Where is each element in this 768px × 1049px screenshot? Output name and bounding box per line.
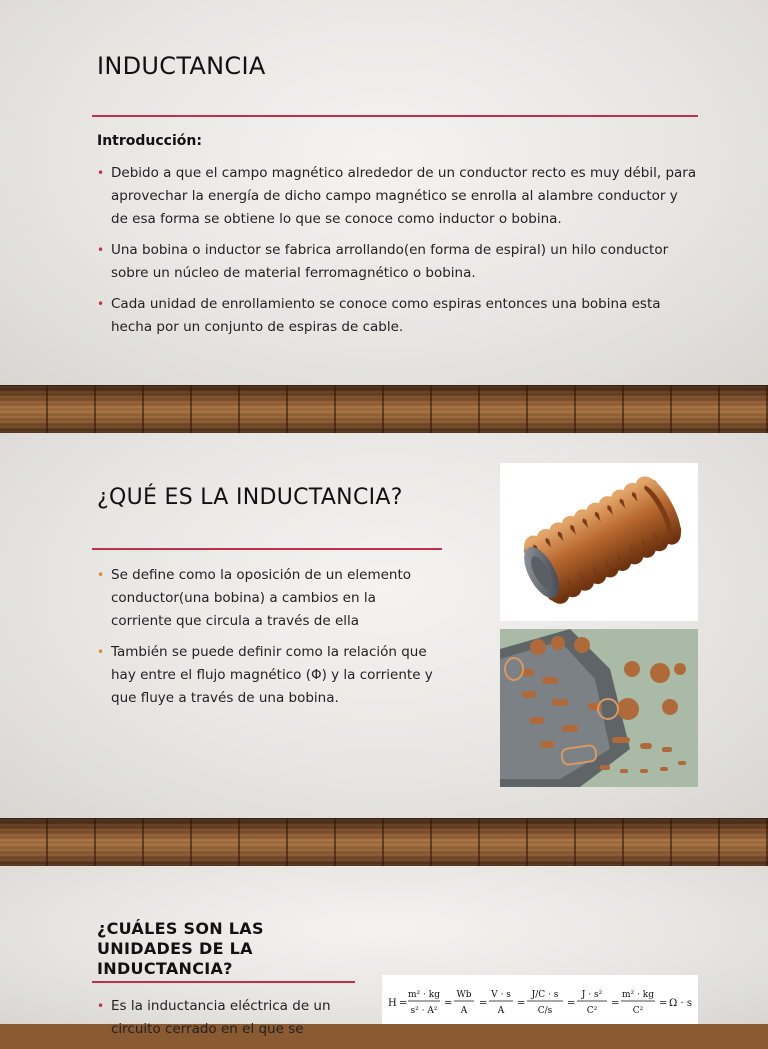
bullet-list [97, 995, 357, 1049]
formula-denominator: A [497, 1006, 505, 1016]
formula-lhs: H [388, 998, 397, 1009]
slide-title: ¿QUÉ ES LA INDUCTANCIA? [97, 485, 403, 510]
list-item [97, 995, 357, 1041]
slide-introduccion [0, 0, 768, 385]
formula-denominator: s² · A² [410, 1006, 438, 1016]
formula-numerator: J/C · s [531, 990, 559, 1000]
svg-text:=: = [517, 998, 526, 1009]
bullet-icon: • [97, 297, 105, 311]
list-item [97, 293, 697, 339]
bullet-list [97, 162, 697, 347]
wood-floor-divider [0, 818, 768, 866]
title-divider [92, 981, 355, 983]
bullet-text: Se define como la oposición de un elemento conductor(una bobina) a cambios en la corriente que circula a través de ella [111, 567, 412, 629]
title-divider [92, 548, 442, 550]
formula-numerator: J · s² [581, 990, 603, 1000]
bullet-icon: • [97, 568, 105, 582]
copper-coil-icon [500, 463, 698, 621]
list-item [97, 564, 437, 633]
bullet-text: Cada unidad de enrollamiento se conoce como espiras entonces una bobina esta hecha por un conjunto de espiras de cable. [111, 296, 661, 335]
formula-rhs: Ω · s [669, 998, 692, 1009]
bullet-list [97, 564, 437, 718]
formula-numerator: V · s [491, 990, 511, 1000]
bullet-icon: • [97, 243, 105, 257]
slide-title: INDUCTANCIA [97, 52, 266, 80]
bullet-text: Una bobina o inductor se fabrica arrollando(en forma de espiral) un hilo conductor sobre un núcleo de material ferromagnético o bobina. [111, 242, 669, 281]
bullet-text: Debido a que el campo magnético alrededor de un conductor recto es muy débil, para aprovechar la energía de dicho campo magnético se enrolla al alambre conductor y de esa forma se obtiene lo que se conoce como inductor o bobina. [111, 165, 697, 227]
bullet-icon: • [97, 999, 105, 1013]
title-divider [92, 115, 698, 117]
inductors-assortment-icon [500, 629, 698, 787]
formula-numerator: Wb [456, 990, 472, 1000]
list-item [97, 239, 697, 285]
bullet-icon: • [97, 166, 105, 180]
svg-text:=: = [399, 998, 408, 1009]
list-item [97, 162, 697, 231]
section-subheading: Introducción: [97, 133, 202, 149]
svg-text:=: = [444, 998, 453, 1009]
formula-numerator: m² · kg [408, 990, 440, 1000]
bullet-text: Es la inductancia eléctrica de un circuito cerrado en el que se [111, 998, 331, 1037]
list-item [97, 641, 437, 710]
svg-text:=: = [659, 998, 668, 1009]
svg-text:=: = [479, 998, 488, 1009]
formula-denominator: C/s [537, 1006, 553, 1016]
svg-text:=: = [567, 998, 576, 1009]
wood-floor-divider [0, 385, 768, 433]
svg-text:=: = [611, 998, 620, 1009]
inductors-photo [500, 629, 698, 787]
bullet-text: También se puede definir como la relación que hay entre el flujo magnético (Φ) y la corriente y que fluye a través de una bobina. [111, 644, 433, 706]
formula-denominator: C² [586, 1006, 598, 1016]
formula-denominator: C² [632, 1006, 644, 1016]
slide-title: ¿CUÁLES SON LAS UNIDADES DE LA INDUCTANCIA? [97, 919, 264, 978]
formula-denominator: A [460, 1006, 468, 1016]
bullet-icon: • [97, 645, 105, 659]
formula-numerator: m² · kg [622, 990, 654, 1000]
coil-image [500, 463, 698, 621]
henry-units-formula [382, 975, 698, 1024]
